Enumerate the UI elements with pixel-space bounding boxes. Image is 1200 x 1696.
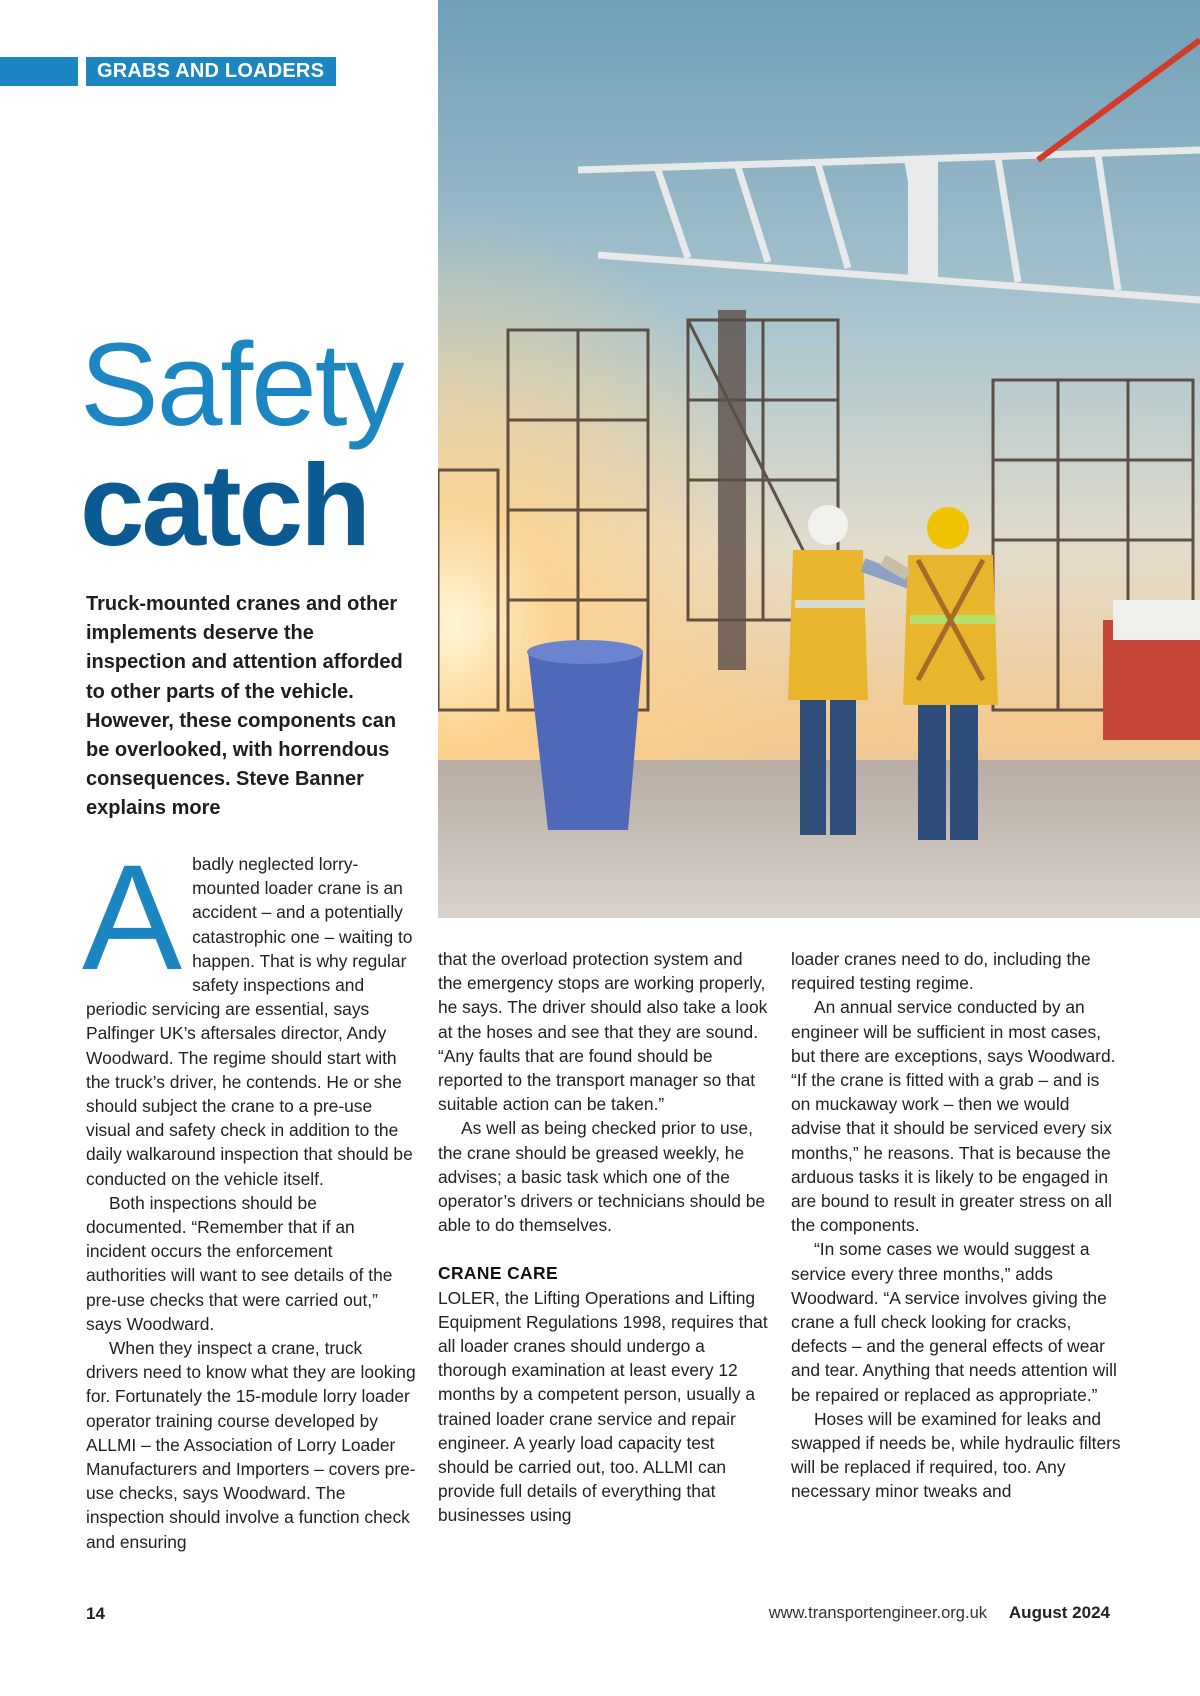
paragraph: “In some cases we would suggest a service every three months,” adds Woodward. “A service involves giving the crane a full check looking for cracks, defects – and the general effects of wear and tear. Anything that needs attention will be repaired or replaced as appropriate.”: [791, 1239, 1117, 1405]
headline-line-1: Safety: [80, 319, 403, 451]
paragraph: loader cranes need to do, including the required testing regime.: [791, 949, 1091, 994]
paragraph: As well as being checked prior to use, the crane should be greased weekly, he advises; a basic task which one of the operator’s drivers or technicians should be able to do themselves.: [438, 1118, 766, 1236]
standfirst: Truck-mounted cranes and other implements deserve the inspection and attention afforded to other parts of the vehicle. However, these components can be overlooked, with horrendous consequences. Steve Banner explains more: [86, 593, 403, 820]
footer-date: August 2024: [1008, 1603, 1110, 1622]
body-column-2: [438, 947, 768, 1528]
headline-line-2: catch: [80, 440, 369, 570]
paragraph: that the overload protection system and the emergency stops are working properly, he says. The driver should also take a look at the hoses and see that they are sound. “Any faults that are found should be reported to the transport manager so that suitable action can be taken.”: [438, 949, 768, 1115]
paragraph: When they inspect a crane, truck drivers need to know what they are looking for. Fortunately the 15-module lorry loader operator training course developed by ALLMI – the Association of Lorry Loader Manufacturers and Importers – covers pre-use checks, says Woodward. The inspection should involve a function check and ensuring: [86, 1338, 416, 1552]
section-accent-bar: [0, 57, 78, 86]
paragraph: Both inspections should be documented. “Remember that if an incident occurs the enforcement authorities will want to see details of the pre-use checks that were carried out,” says Woodward.: [86, 1192, 393, 1334]
drop-cap: A: [82, 833, 183, 1001]
paragraph: An annual service conducted by an engineer will be sufficient in most cases, but there are exceptions, says Woodward. “If the crane is fitted with a grab – and is on muckaway work – then we would advise that it should be serviced every six months,” he reasons. That is because the arduous tasks it is likely to be engaged in are bound to result in greater stress on all the components.: [791, 997, 1116, 1236]
hero-photo: [438, 0, 1200, 918]
paragraph: Hoses will be examined for leaks and swapped if needs be, while hydraulic filters will be replaced if required, too. Any necessary minor tweaks and: [791, 1408, 1121, 1502]
body-column-3: [791, 947, 1121, 1504]
page-number: 14: [86, 1604, 105, 1623]
footer-url[interactable]: www.transportengineer.org.uk: [768, 1604, 987, 1622]
paragraph: LOLER, the Lifting Operations and Lifting Equipment Regulations 1998, requires that all loader cranes should undergo a thorough examination at least every 12 months by a competent person, usually a trained loader crane service and repair engineer. A yearly load capacity test should be carried out, too. ALLMI can provide full details of everything that businesses using: [438, 1287, 768, 1526]
section-tag: GRABS AND LOADERS: [86, 57, 336, 86]
paragraph: badly neglected lorry-mounted loader crane is an accident – and a potentially catastrophic one – waiting to happen. That is why regular safety inspections and periodic servicing are essential, says Palfinger UK’s aftersales director, Andy Woodward. The regime should start with the truck’s driver, he contends. He or she should subject the crane to a pre-use visual and safety check in addition to the daily walkaround inspection that should be conducted on the vehicle itself.: [86, 854, 413, 1189]
crosshead: CRANE CARE: [438, 1263, 558, 1284]
body-column-1: [82, 833, 417, 1554]
